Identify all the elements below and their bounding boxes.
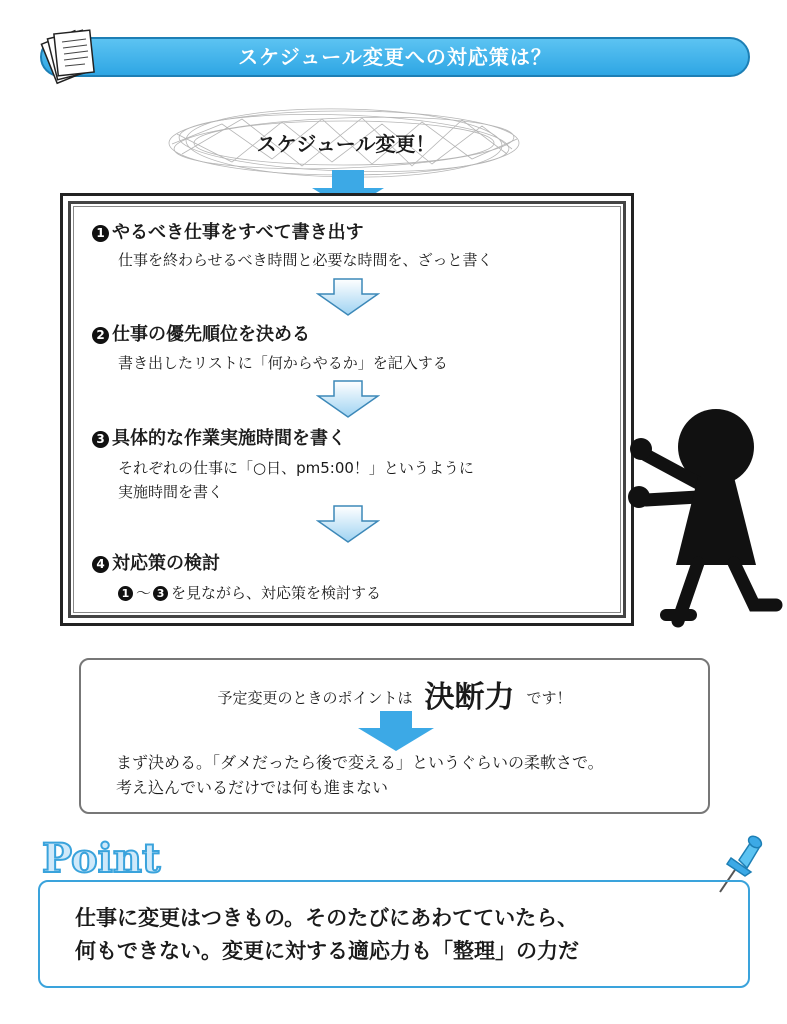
step-arrow-icon [316,278,380,316]
step-title-text: 対応策の検討 [112,553,220,574]
step-1-title [92,218,364,244]
step-number-badge: 1 [92,225,109,242]
stick-figure-illustration [616,405,786,630]
tip-body-line1: まず決める。「ダメだったら後で変える」というぐらいの柔軟さで。 [116,753,604,772]
tip-body-line2: 考え込んでいるだけでは何も進まない [116,778,389,797]
step-3-text-line1: それぞれの仕事に「○日、pm5:00！」というように [118,459,474,477]
step-2-text: 書き出したリストに「何からやるか」を記入する [118,354,448,372]
step-number-badge: 4 [92,556,109,573]
point-body-line1: 仕事に変更はつきもの。そのたびにあわてていたら、 [75,906,579,930]
step-title-text: やるべき仕事をすべて書き出す [112,222,364,243]
tip-suffix: です！ [526,689,572,707]
step-number-badge: 1 [118,586,133,601]
step-title-text: 仕事の優先順位を決める [112,324,310,345]
step-1-text: 仕事を終わらせるべき時間と必要な時間を、ざっと書く [118,251,493,269]
step-3-title [92,424,346,450]
step-arrow-icon [316,505,380,543]
tip-body [116,750,696,800]
svg-text:Point: Point [42,835,161,880]
step-2-title [92,320,310,346]
step-number-badge: 3 [153,586,168,601]
down-arrow-icon [358,711,434,751]
step-arrow-icon [316,380,380,418]
step-4-title [92,549,220,575]
tip-heading [79,672,710,716]
point-body [75,902,735,968]
tip-keyword: 決断力 [424,680,515,715]
point-heading [38,830,178,880]
tip-prefix: 予定変更のときのポイントは [217,689,413,707]
step-4-text-rest: を見ながら、対応策を検討する [171,584,382,602]
step-title-text: 具体的な作業実施時間を書く [112,428,346,449]
page-title: スケジュール変更への対応策は？ [238,45,552,69]
schedule-change-label: スケジュール変更！ [256,132,436,156]
step-3-text-line2: 実施時間を書く [118,483,224,501]
step-number-badge: 2 [92,327,109,344]
tilde-text: 〜 [136,584,152,602]
step-number-badge: 3 [92,431,109,448]
step-4-text [118,582,381,603]
point-body-line2: 何もできない。変更に対する適応力も「整理」の力だ [75,939,579,963]
